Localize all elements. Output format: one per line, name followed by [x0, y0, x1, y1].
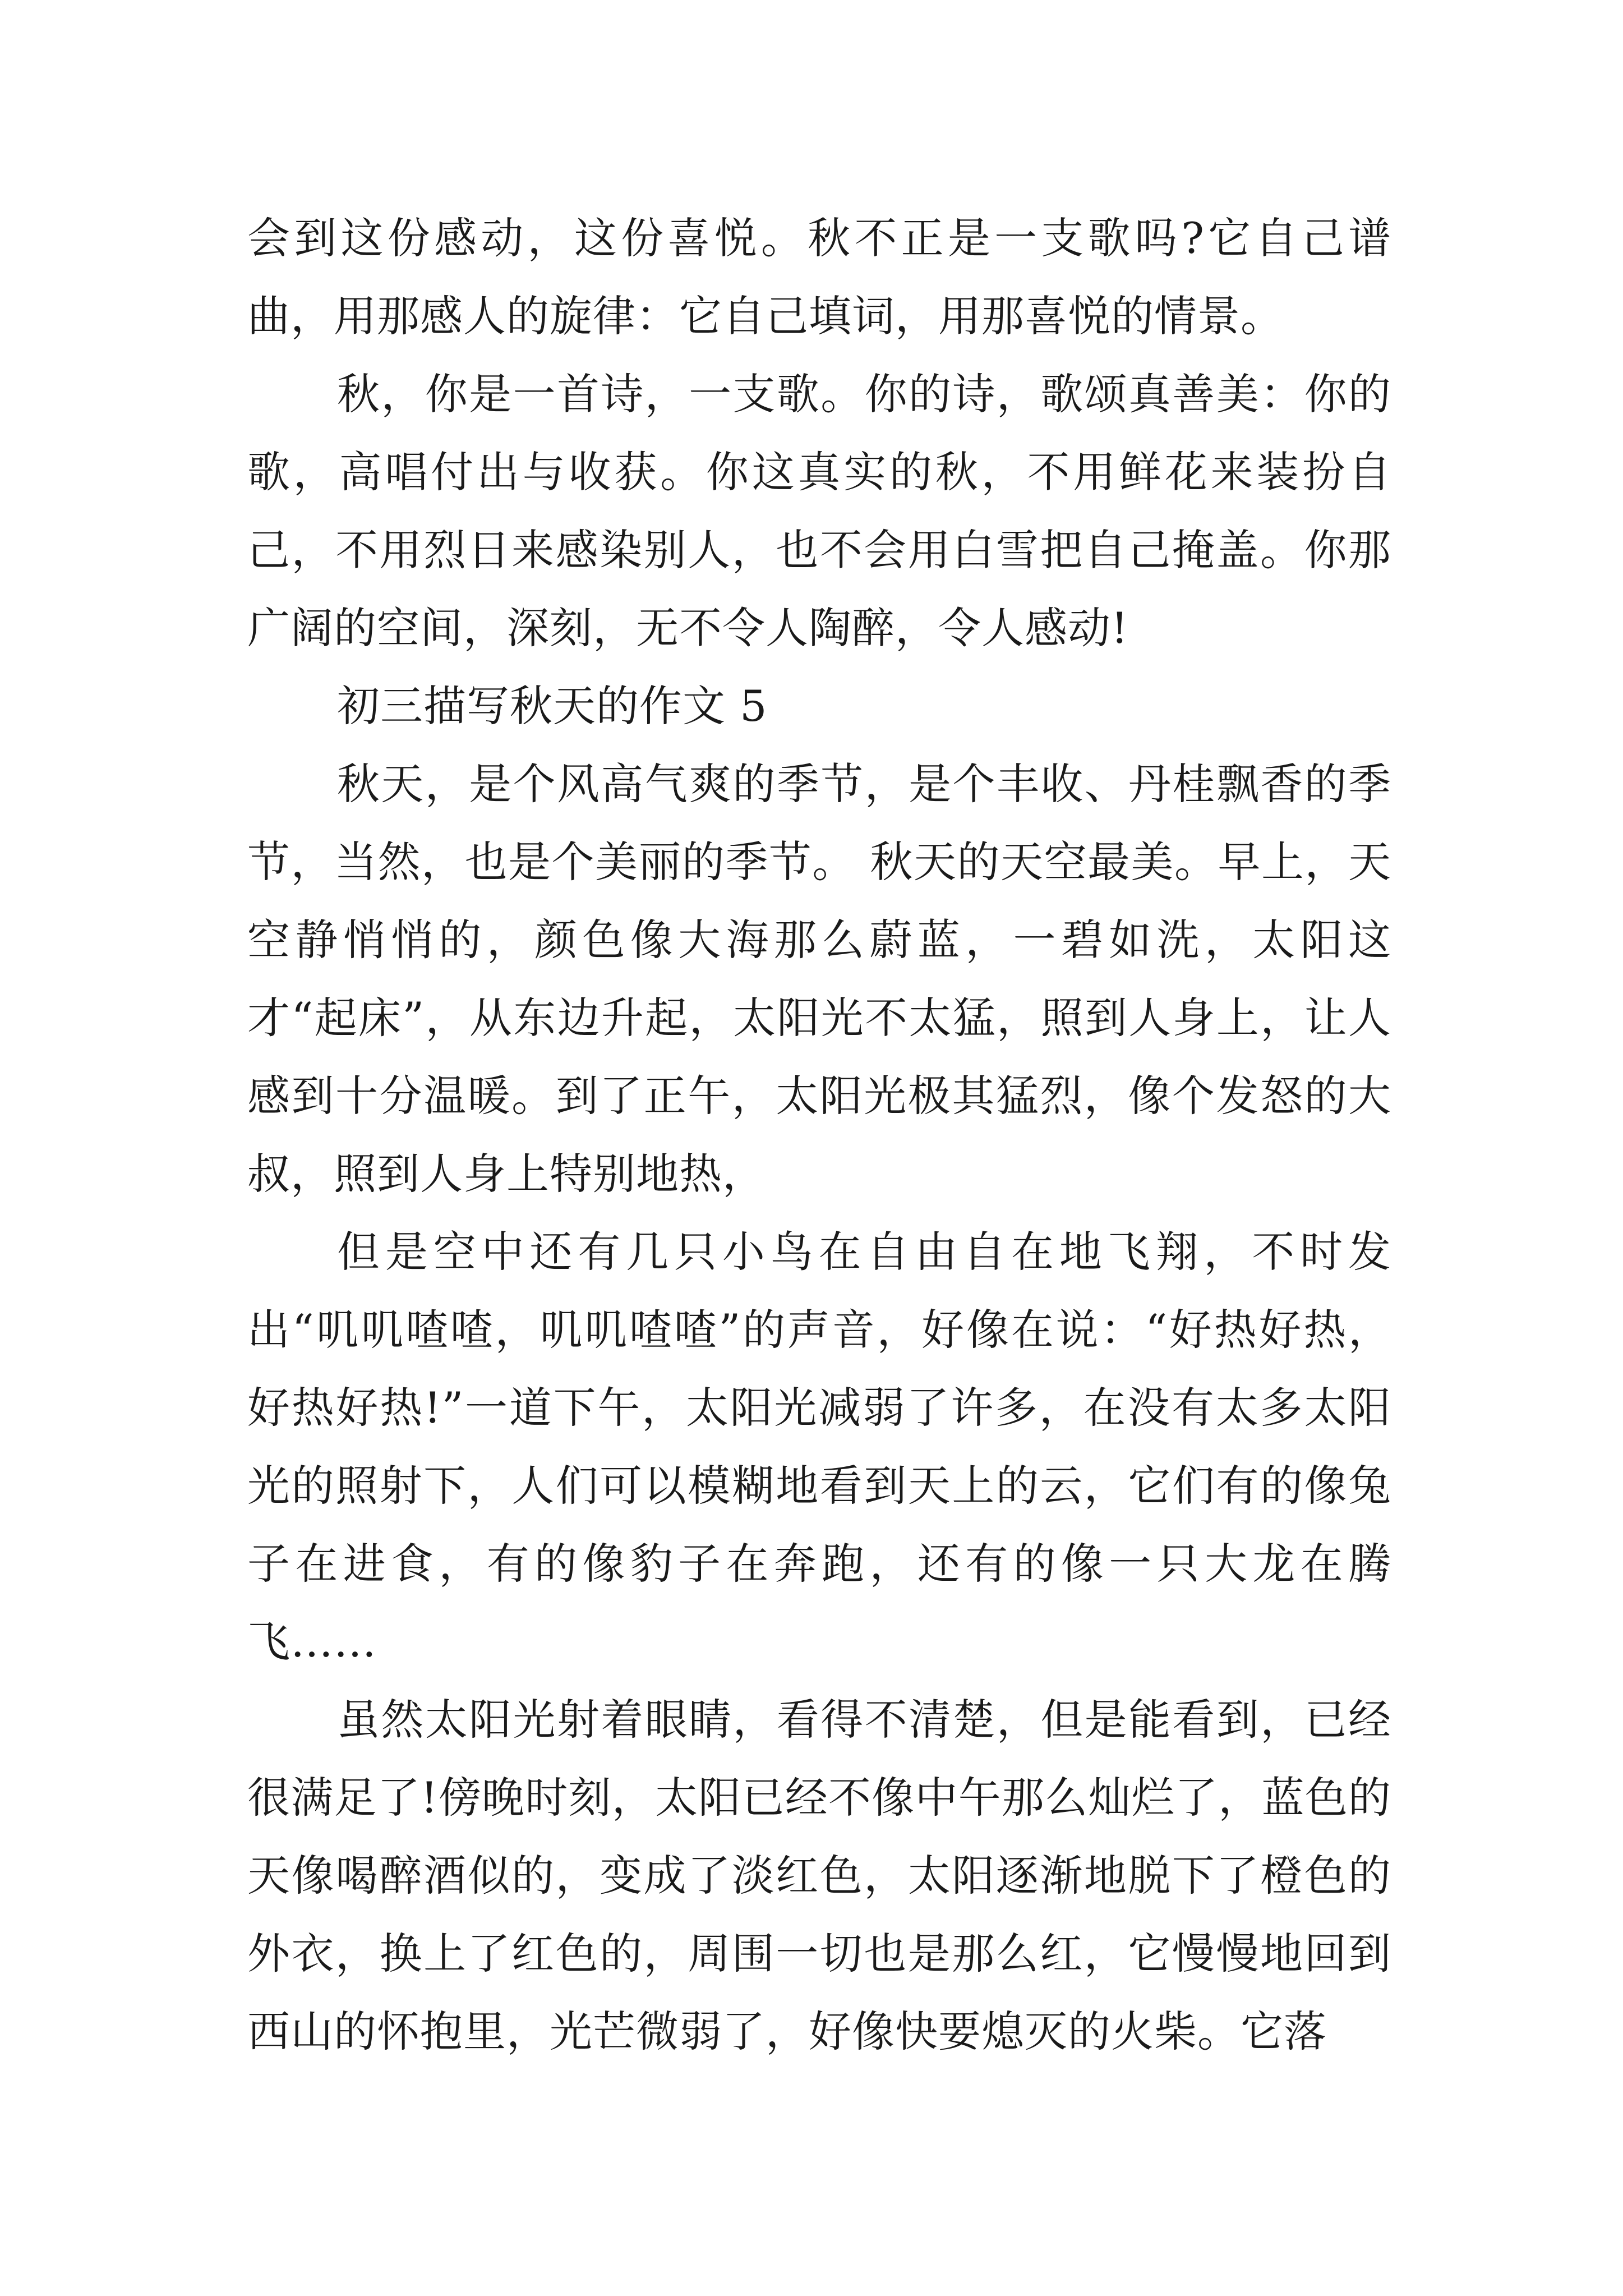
paragraph: 但是空中还有几只小鸟在自由自在地飞翔，不时发出“叽叽喳喳，叽叽喳喳”的声音，好像在说：“好热好热，好热好热!”一道下午，太阳光减弱了许多，在没有太多太阳光的照射下，人们可以模糊地看到天上的云，它们有的像兔子在进食，有的像豹子在奔跑，还有的像一只大龙在腾飞……	[247, 1227, 1391, 1667]
paragraph: 秋，你是一首诗，一支歌。你的诗，歌颂真善美：你的歌，高唱付出与收获。你这真实的秋，不用鲜花来装扮自己，不用烈日来感染别人，也不会用白雪把自己掩盖。你那广阔的空间，深刻，无不令人陶醉，令人感动!	[247, 369, 1391, 653]
paragraph: 会到这份感动，这份喜悦。秋不正是一支歌吗?它自己谱曲，用那感人的旋律：它自己填词，用那喜悦的情景。	[247, 213, 1391, 341]
document-body	[247, 199, 1391, 2070]
section-heading: 初三描写秋天的作文 5	[337, 681, 768, 731]
paragraph: 秋天，是个风高气爽的季节，是个丰收、丹桂飘香的季节，当然，也是个美丽的季节。 秋天的天空最美。早上，天空静悄悄的，颜色像大海那么蔚蓝，一碧如洗，太阳这才“起床”，从东边升起，太阳光不太猛，照到人身上，让人感到十分温暖。到了正午，太阳光极其猛烈，像个发怒的大叔，照到人身上特别地热，	[247, 759, 1391, 1199]
paragraph: 虽然太阳光射着眼睛，看得不清楚，但是能看到，已经很满足了!傍晚时刻，太阳已经不像中午那么灿烂了，蓝色的天像喝醉酒似的，变成了淡红色，太阳逐渐地脱下了橙色的外衣，换上了红色的，周围一切也是那么红，它慢慢地回到西山的怀抱里，光芒微弱了，好像快要熄灭的火柴。它落	[247, 1695, 1391, 2056]
